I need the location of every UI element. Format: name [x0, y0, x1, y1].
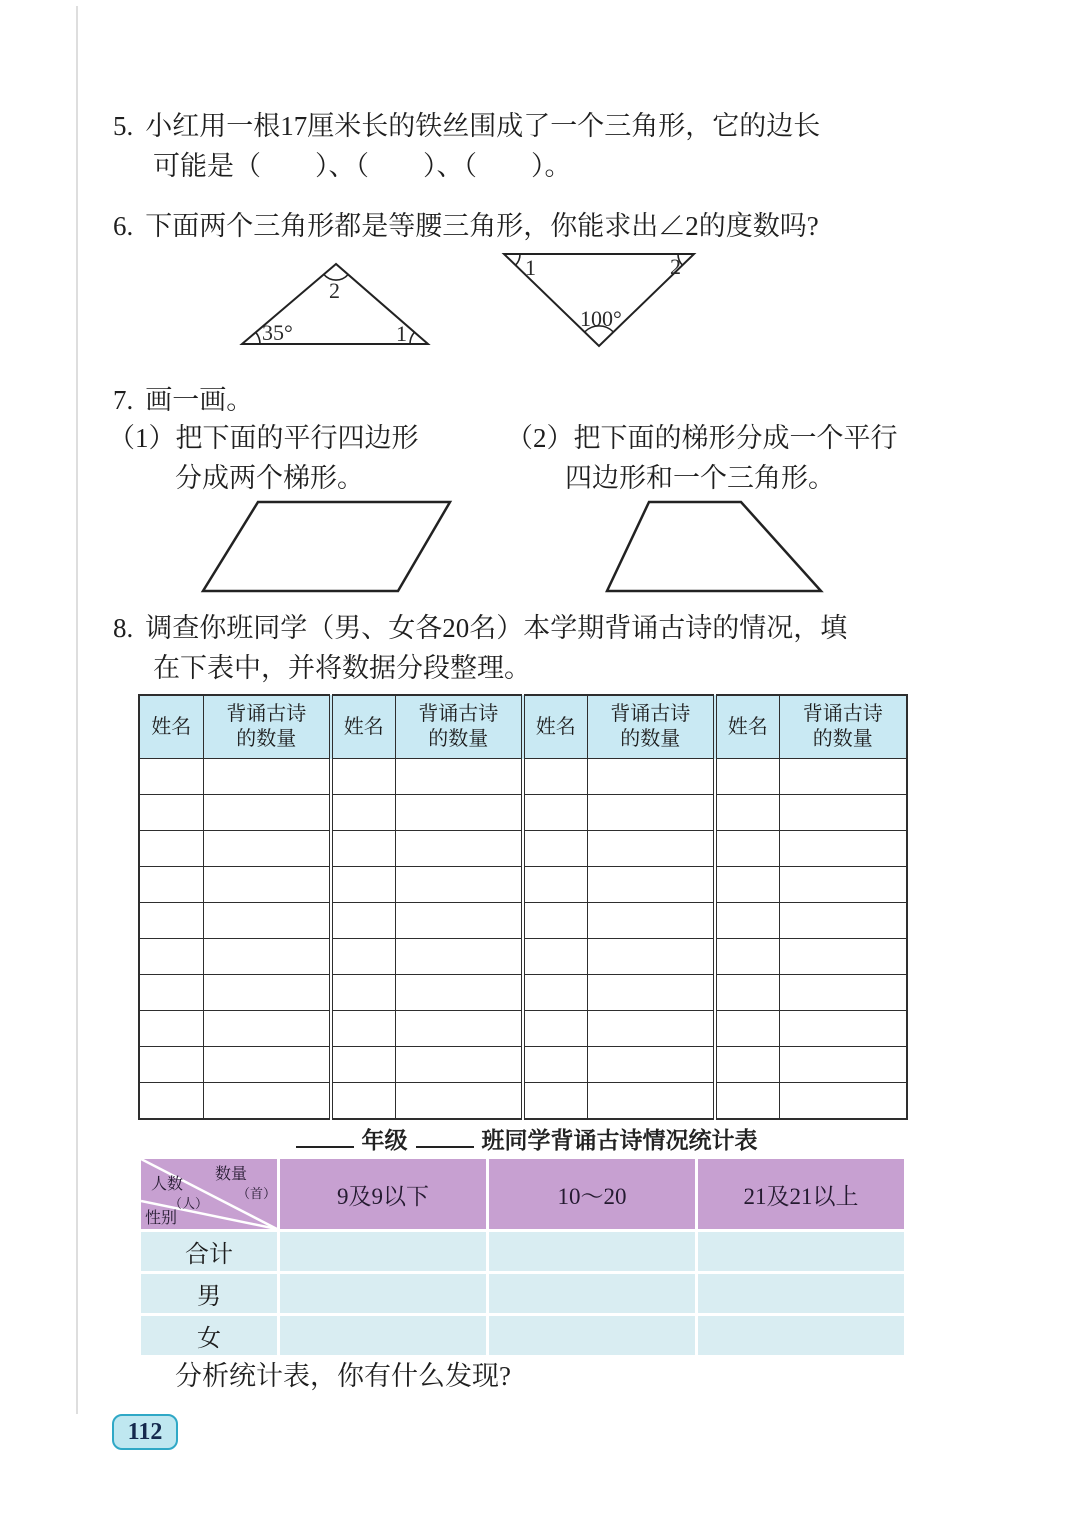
record-cell [331, 1047, 395, 1083]
record-cell [587, 759, 715, 795]
record-cell [395, 795, 523, 831]
question-8-number: 8. [113, 613, 134, 643]
record-cell [395, 831, 523, 867]
page-number-badge: 112 [112, 1414, 178, 1450]
record-cell [779, 795, 907, 831]
record-table-header-row [139, 695, 907, 759]
record-table-empty-row [139, 831, 907, 867]
question-5-line2: 可能是（ ）、（ ）、（ ）。 [153, 151, 572, 181]
record-cell [331, 975, 395, 1011]
record-cell [523, 1083, 587, 1120]
stats-corner-cell [141, 1159, 277, 1229]
triangle-2-angle-100-label: 100° [580, 306, 622, 331]
record-header-name-1: 姓名 [139, 695, 203, 759]
record-cell [715, 1047, 779, 1083]
stats-cell [280, 1274, 486, 1313]
record-cell [779, 939, 907, 975]
question-7-sub2-line2: 四边形和一个三角形。 [565, 463, 835, 493]
record-cell [331, 831, 395, 867]
record-cell [203, 795, 331, 831]
record-cell [203, 939, 331, 975]
record-cell [331, 1083, 395, 1120]
question-8-line1 [113, 608, 847, 648]
record-cell [203, 975, 331, 1011]
class-blank-underline [416, 1127, 474, 1148]
record-header-count-2-line1: 背诵古诗 [418, 703, 499, 725]
stats-col-header-21-and-above: 21及21以上 [698, 1159, 904, 1229]
record-cell [715, 867, 779, 903]
record-cell [331, 867, 395, 903]
corner-label-people-unit: （人） [169, 1196, 209, 1211]
question-7-number: 7. [113, 385, 134, 415]
record-cell [715, 759, 779, 795]
stats-col-header-9-and-below: 9及9以下 [280, 1159, 486, 1229]
stats-cell [280, 1316, 486, 1355]
record-table-empty-row [139, 903, 907, 939]
stats-title-grade-label: 年级 [361, 1127, 408, 1153]
stats-cell [489, 1274, 695, 1313]
trapezoid-figure [604, 499, 824, 595]
record-table-empty-row [139, 1083, 907, 1120]
record-cell [715, 1083, 779, 1120]
corner-label-quantity-unit: （首） [237, 1186, 277, 1201]
triangle-1-angle-2-label: 2 [329, 278, 340, 303]
record-header-count-4-line2: 的数量 [812, 728, 873, 750]
record-cell [139, 939, 203, 975]
question-7-sub1-label: （1） [108, 423, 176, 453]
record-cell [523, 795, 587, 831]
record-cell [139, 975, 203, 1011]
record-cell [203, 1083, 331, 1120]
record-table-empty-row [139, 939, 907, 975]
record-cell [587, 831, 715, 867]
stats-cell [698, 1274, 904, 1313]
stats-cell [489, 1316, 695, 1355]
record-cell [139, 795, 203, 831]
record-cell [331, 795, 395, 831]
record-cell [715, 831, 779, 867]
analysis-prompt: 分析统计表，你有什么发现? [175, 1361, 511, 1391]
record-cell [715, 939, 779, 975]
record-header-count-1-line2: 的数量 [236, 728, 297, 750]
triangle-1-left-arc [256, 332, 260, 344]
isosceles-triangle-figure-2 [492, 244, 707, 356]
parallelogram-outline [203, 502, 450, 591]
record-cell [203, 903, 331, 939]
triangle-2-angle-2-label: 2 [670, 254, 681, 279]
record-cell [779, 867, 907, 903]
record-cell [331, 1011, 395, 1047]
isosceles-triangle-figure-1 [228, 256, 443, 356]
record-table-empty-row [139, 759, 907, 795]
record-cell [523, 939, 587, 975]
record-cell [139, 1011, 203, 1047]
stats-row-label-male: 男 [141, 1274, 277, 1313]
record-cell [139, 759, 203, 795]
question-8-line2: 在下表中，并将数据分段整理。 [153, 653, 531, 683]
record-cell [203, 1047, 331, 1083]
question-7-sub1 [108, 418, 419, 498]
question-7-sub1-line1 [108, 418, 419, 458]
record-cell [587, 1047, 715, 1083]
record-cell [523, 831, 587, 867]
record-cell [395, 1083, 523, 1120]
record-header-count-3-line1: 背诵古诗 [610, 703, 691, 725]
question-5-line1 [113, 106, 820, 146]
triangle-2-left-arc [516, 254, 521, 265]
record-cell [587, 1011, 715, 1047]
stats-row-male [141, 1274, 904, 1313]
corner-label-gender: 性别 [145, 1210, 178, 1227]
record-cell [779, 759, 907, 795]
record-header-count-2 [395, 695, 523, 759]
record-cell [203, 759, 331, 795]
question-8-text: 调查你班同学（男、女各20名）本学期背诵古诗的情况，填 [145, 613, 848, 643]
record-cell [587, 939, 715, 975]
corner-label-quantity: 数量 [215, 1166, 248, 1183]
record-table-empty-row [139, 795, 907, 831]
parallelogram-figure [200, 499, 453, 595]
record-cell [331, 903, 395, 939]
record-cell [587, 903, 715, 939]
record-header-name-4: 姓名 [715, 695, 779, 759]
stats-cell [698, 1316, 904, 1355]
question-7-sub2-line1 [506, 418, 898, 458]
record-cell [715, 903, 779, 939]
record-cell [523, 975, 587, 1011]
stats-cell [489, 1232, 695, 1271]
record-cell [779, 975, 907, 1011]
record-cell [523, 1011, 587, 1047]
record-cell [395, 1047, 523, 1083]
corner-label-people: 人数 [151, 1176, 184, 1193]
page-edge-line [76, 6, 78, 1414]
record-header-count-2-line2: 的数量 [428, 728, 489, 750]
record-cell [715, 795, 779, 831]
record-cell [715, 975, 779, 1011]
record-cell [587, 1083, 715, 1120]
question-8 [113, 608, 847, 688]
record-cell [395, 903, 523, 939]
triangle-1-angle-1-label: 1 [396, 321, 407, 346]
record-cell [395, 759, 523, 795]
stats-cell [698, 1232, 904, 1271]
stats-row-label-total: 合计 [141, 1232, 277, 1271]
question-7-sub1-line2: 分成两个梯形。 [175, 463, 364, 493]
question-5-text: 小红用一根17厘米长的铁丝围成了一个三角形，它的边长 [145, 111, 821, 141]
record-cell [203, 1011, 331, 1047]
record-table-empty-row [139, 1047, 907, 1083]
question-5-number: 5. [113, 111, 134, 141]
stats-table-title [138, 1122, 907, 1155]
record-table-empty-row [139, 867, 907, 903]
poem-stats-table [138, 1156, 907, 1358]
record-cell [139, 831, 203, 867]
question-7-text: 画一画。 [145, 385, 254, 415]
record-header-count-4 [779, 695, 907, 759]
record-cell [523, 759, 587, 795]
record-cell [779, 1047, 907, 1083]
stats-header-row [141, 1159, 904, 1229]
record-header-name-2: 姓名 [331, 695, 395, 759]
stats-cell [280, 1232, 486, 1271]
record-cell [715, 1011, 779, 1047]
record-cell [331, 939, 395, 975]
record-cell [779, 831, 907, 867]
record-cell [203, 831, 331, 867]
triangle-2-angle-1-label: 1 [525, 255, 536, 280]
question-6-text: 下面两个三角形都是等腰三角形，你能求出∠2的度数吗? [145, 211, 819, 241]
record-cell [139, 1083, 203, 1120]
stats-row-label-female: 女 [141, 1316, 277, 1355]
record-cell [587, 975, 715, 1011]
record-header-count-4-line1: 背诵古诗 [802, 703, 883, 725]
record-cell [395, 867, 523, 903]
grade-blank-underline [296, 1127, 354, 1148]
stats-row-total [141, 1232, 904, 1271]
record-cell [779, 1083, 907, 1120]
record-cell [395, 975, 523, 1011]
record-cell [523, 903, 587, 939]
record-cell [779, 903, 907, 939]
record-table-empty-row [139, 1011, 907, 1047]
record-header-count-3 [587, 695, 715, 759]
question-7-sub1-text: 把下面的平行四边形 [175, 423, 419, 453]
record-header-count-1-line1: 背诵古诗 [226, 703, 307, 725]
record-cell [331, 759, 395, 795]
question-7-sub2-text: 把下面的梯形分成一个平行 [573, 423, 898, 453]
record-cell [587, 867, 715, 903]
question-7-sub2 [506, 418, 898, 498]
triangle-1-angle-35-label: 35° [262, 320, 293, 345]
question-6-line1 [113, 206, 819, 246]
question-6 [113, 206, 819, 246]
question-7 [113, 380, 253, 420]
record-table-empty-row [139, 975, 907, 1011]
question-5 [113, 106, 820, 186]
stats-row-female [141, 1316, 904, 1355]
stats-col-header-10-20: 10～20 [489, 1159, 695, 1229]
record-cell [395, 1011, 523, 1047]
question-7-sub2-label: （2） [506, 423, 574, 453]
record-cell [203, 867, 331, 903]
triangle-1-right-arc [410, 332, 415, 344]
question-7-line1 [113, 380, 253, 420]
poem-record-table [138, 694, 908, 1120]
question-6-number: 6. [113, 211, 134, 241]
record-header-name-3: 姓名 [523, 695, 587, 759]
record-cell [395, 939, 523, 975]
stats-title-rest: 班同学背诵古诗情况统计表 [481, 1127, 758, 1153]
record-cell [523, 867, 587, 903]
record-cell [139, 903, 203, 939]
record-cell [779, 1011, 907, 1047]
record-cell [523, 1047, 587, 1083]
record-header-count-1 [203, 695, 331, 759]
trapezoid-outline [607, 502, 821, 591]
record-header-count-3-line2: 的数量 [620, 728, 681, 750]
record-cell [139, 1047, 203, 1083]
record-cell [139, 867, 203, 903]
record-cell [587, 795, 715, 831]
